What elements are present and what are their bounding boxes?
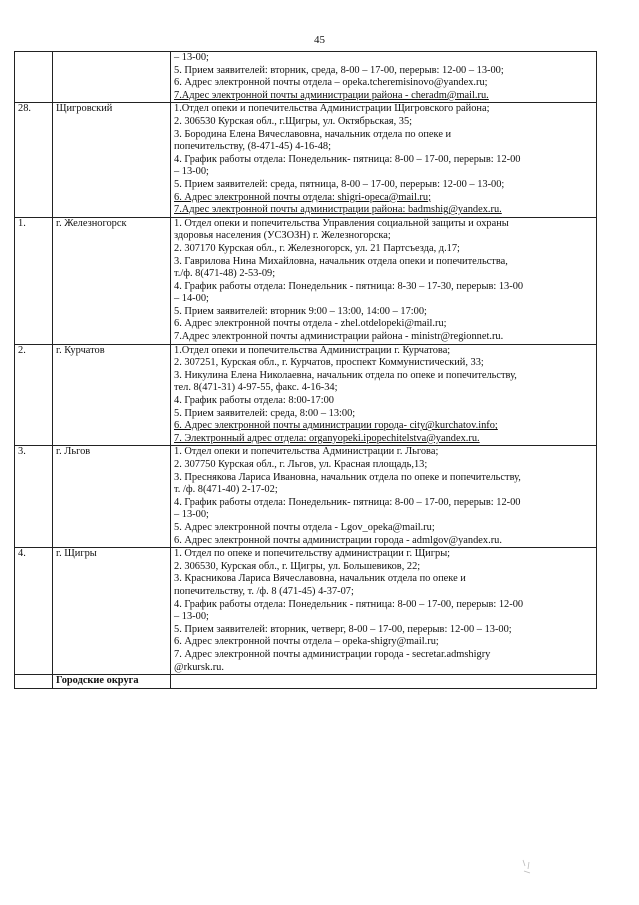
department-details xyxy=(171,548,597,675)
section-heading: Городские округа xyxy=(53,675,171,689)
detail-line: 6. Адрес электронной почты отдела – opeka-shigry@mail.ru; xyxy=(174,636,439,648)
detail-line: тел. 8(471-31) 4-97-55, факс. 4-16-34; xyxy=(174,382,338,394)
table-row xyxy=(15,217,597,344)
detail-line: 7.Адрес электронной почты администрации района - cheradm@mail.ru. xyxy=(174,89,489,101)
table-row xyxy=(15,344,597,446)
detail-line: 4. График работы отдела: 8:00-17:00 xyxy=(174,395,335,407)
detail-line: 1. Отдел опеки и попечительства Администрации г. Льгова; xyxy=(174,446,439,458)
detail-line: 1.Отдел опеки и попечительства Администрации Щигровского района; xyxy=(174,103,490,115)
detail-line: – 13-00; xyxy=(174,509,209,521)
detail-line: – 13-00; xyxy=(174,52,209,63)
table-row xyxy=(15,103,597,217)
table-row xyxy=(15,675,597,689)
detail-line: 3. Преснякова Лариса Ивановна, начальник отдела по опеке и попечительству, xyxy=(174,471,521,483)
detail-line: 5. Прием заявителей: среда, пятница, 8-00 – 17-00, перерыв: 12-00 – 13-00; xyxy=(174,178,505,190)
detail-line: 5. Прием заявителей: среда, 8:00 – 13:00; xyxy=(174,407,356,419)
row-number xyxy=(15,675,53,689)
table-row xyxy=(15,52,597,103)
detail-line: 1. Отдел по опеке и попечительству администрации г. Щигры; xyxy=(174,548,451,560)
detail-line: 6. Адрес электронной почты администрации города - admlgov@yandex.ru. xyxy=(174,534,502,546)
detail-line: 1.Отдел опеки и попечительства Администрации г. Курчатова; xyxy=(174,344,451,356)
guardianship-departments-table xyxy=(14,51,597,689)
department-details xyxy=(171,103,597,217)
detail-line: 2. 307170 Курская обл., г. Железногорск, ул. 21 Партсъезда, д.17; xyxy=(174,242,460,254)
table-row xyxy=(15,446,597,548)
detail-line: т./ф. 8(471-48) 2-53-09; xyxy=(174,268,276,280)
row-number xyxy=(15,52,53,103)
detail-line: 3. Красникова Лариса Вячеславовна, начальник отдела по опеке и xyxy=(174,573,466,585)
row-number: 2. xyxy=(15,344,53,446)
page-number: 45 xyxy=(314,34,325,46)
detail-line: 4. График работы отдела: Понедельник- пятница: 8-00 – 17-00, перерыв: 12-00 xyxy=(174,496,521,508)
scan-mark-icon xyxy=(520,858,534,876)
detail-line: 6. Адрес электронной почты отдела: shigri-opeca@mail.ru; xyxy=(174,191,431,203)
district-name: Щигровский xyxy=(53,103,171,217)
detail-line: 5. Прием заявителей: вторник, четверг, 8-00 – 17-00, перерыв: 12-00 – 13-00; xyxy=(174,623,512,635)
row-number: 1. xyxy=(15,217,53,344)
detail-line: – 13-00; xyxy=(174,166,209,178)
department-details xyxy=(171,675,597,689)
row-number: 4. xyxy=(15,548,53,675)
detail-line: 7. Электронный адрес отдела: organyopeki.ipopechitelstva@yandex.ru. xyxy=(174,432,480,444)
detail-line: 2. 307251, Курская обл., г. Курчатов, проспект Коммунистический, 33; xyxy=(174,357,484,369)
detail-line: 6. Адрес электронной почты администрации города- city@kurchatov.info; xyxy=(174,420,498,432)
detail-line: 2. 307750 Курская обл., г. Льгов, ул. Красная площадь,13; xyxy=(174,459,428,470)
department-details xyxy=(171,344,597,446)
detail-line: 7.Адрес электронной почты администрации района: badmshig@yandex.ru. xyxy=(174,204,502,216)
detail-line: 6. Адрес электронной почты отдела – opeka.tcheremisinovo@yandex.ru; xyxy=(174,77,488,89)
district-name: г. Железногорск xyxy=(53,217,171,344)
detail-line: 4. График работы отдела: Понедельник - пятница: 8-30 – 17-30, перерыв: 13-00 xyxy=(174,280,524,292)
detail-line: 1. Отдел опеки и попечительства Управления социальной защиты и охраны xyxy=(174,217,509,229)
district-name: г. Щигры xyxy=(53,548,171,675)
detail-line xyxy=(174,675,593,688)
department-details xyxy=(171,446,597,548)
detail-line: попечительству, (8-471-45) 4-16-48; xyxy=(174,141,331,153)
detail-line: – 14-00; xyxy=(174,293,209,305)
detail-line: здоровья населения (УСЗОЗН) г. Железногорска; xyxy=(174,230,391,242)
detail-line: 5. Прием заявителей: вторник, среда, 8-00 – 17-00, перерыв: 12-00 – 13-00; xyxy=(174,64,504,76)
detail-line: 6. Адрес электронной почты отдела - zhel.otdelopeki@mail.ru; xyxy=(174,318,447,330)
department-details xyxy=(171,217,597,344)
detail-line: 5. Адрес электронной почты отдела - Lgov_opeka@mail.ru; xyxy=(174,521,435,533)
district-name xyxy=(53,52,171,103)
row-number: 3. xyxy=(15,446,53,548)
detail-line: 2. 306530 Курская обл., г.Щигры, ул. Октябрьская, 35; xyxy=(174,115,413,127)
detail-line: 4. График работы отдела: Понедельник- пятница: 8-00 – 17-00, перерыв: 12-00 xyxy=(174,153,521,165)
detail-line: 3. Бородина Елена Вячеславовна, начальник отдела по опеке и xyxy=(174,128,452,140)
detail-line: 7. Адрес электронной почты администрации города - secretar.admshigry xyxy=(174,648,491,660)
detail-line: 3. Гаврилова Нина Михайловна, начальник отдела опеки и попечительства, xyxy=(174,255,508,267)
detail-line: попечительству, т. /ф. 8 (471-45) 4-37-07; xyxy=(174,585,354,597)
detail-line: 2. 306530, Курская обл., г. Щигры, ул. Большевиков, 22; xyxy=(174,560,421,572)
detail-line: 7.Адрес электронной почты администрации района - ministr@regionnet.ru. xyxy=(174,331,504,343)
detail-line: @rkursk.ru. xyxy=(174,661,224,673)
detail-line: – 13-00; xyxy=(174,611,209,623)
row-number: 28. xyxy=(15,103,53,217)
district-name: г. Курчатов xyxy=(53,344,171,446)
department-details xyxy=(171,52,597,103)
detail-line: т. /ф. 8(471-40) 2-17-02; xyxy=(174,484,278,496)
detail-line: 4. График работы отдела: Понедельник - пятница: 8-00 – 17-00, перерыв: 12-00 xyxy=(174,598,524,610)
detail-line: 5. Прием заявителей: вторник 9:00 – 13:00, 14:00 – 17:00; xyxy=(174,305,427,317)
district-name: г. Льгов xyxy=(53,446,171,548)
table-row xyxy=(15,548,597,675)
detail-line: 3. Никулина Елена Николаевна, начальник отдела по опеке и попечительству, xyxy=(174,369,517,381)
